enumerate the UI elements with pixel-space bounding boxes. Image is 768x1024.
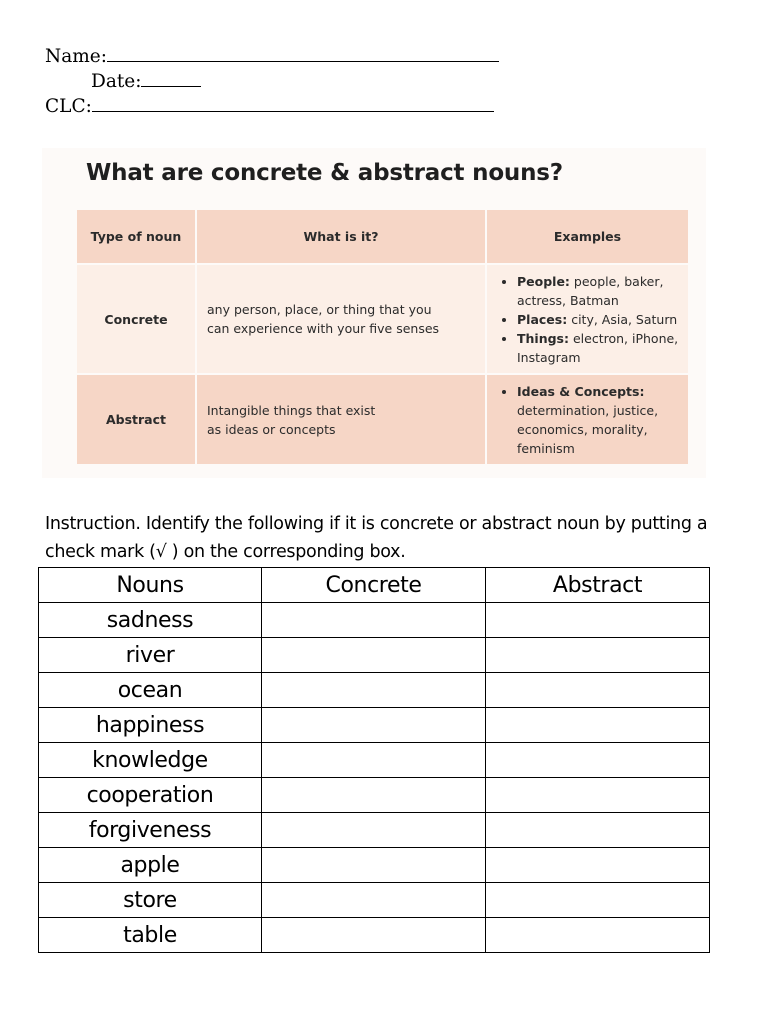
concrete-checkbox-cell[interactable] [262,603,486,638]
header-examples: Examples [486,209,689,264]
example-item: • People: people, baker, actress, Batman [517,272,688,310]
noun-cell: forgiveness [39,813,262,848]
type-abstract: Abstract [76,374,196,465]
header-what: What is it? [196,209,486,264]
definition-concrete: any person, place, or thing that you can experience with your five senses [196,264,486,374]
noun-cell: cooperation [39,778,262,813]
clc-field[interactable] [45,94,499,119]
clc-label: CLC: [45,96,92,117]
table-row [39,743,710,778]
abstract-checkbox-cell[interactable] [486,813,710,848]
noun-cell: sadness [39,603,262,638]
concrete-checkbox-cell[interactable] [262,708,486,743]
date-label: Date: [91,71,142,92]
nouns-infographic [42,148,706,478]
noun-cell: river [39,638,262,673]
abstract-checkbox-cell[interactable] [486,848,710,883]
abstract-checkbox-cell[interactable] [486,638,710,673]
noun-cell: happiness [39,708,262,743]
instruction-text: Instruction. Identify the following if it is concrete or abstract noun by putting a check mark (√ ) on the corresponding box. [45,514,708,562]
abstract-checkbox-cell[interactable] [486,708,710,743]
example-item: • Places: city, Asia, Saturn [517,310,688,329]
header-type: Type of noun [76,209,196,264]
concrete-checkbox-cell[interactable] [262,778,486,813]
header-abstract: Abstract [486,568,710,603]
student-info-fields [45,44,499,119]
table-row [39,918,710,953]
concrete-checkbox-cell[interactable] [262,848,486,883]
definition-abstract: Intangible things that exist as ideas or concepts [196,374,486,465]
table-row [39,778,710,813]
date-field[interactable] [45,69,499,94]
name-field[interactable] [45,44,499,69]
example-item: • Ideas & Concepts: determination, justice, economics, morality, feminism [517,382,688,458]
table-row [39,813,710,848]
reference-row-abstract [76,374,689,465]
abstract-checkbox-cell[interactable] [486,673,710,708]
abstract-checkbox-cell[interactable] [486,778,710,813]
noun-cell: knowledge [39,743,262,778]
table-row [39,848,710,883]
header-nouns: Nouns [39,568,262,603]
table-row [39,638,710,673]
abstract-checkbox-cell[interactable] [486,743,710,778]
noun-reference-table [75,208,690,466]
infographic-title: What are concrete & abstract nouns? [86,160,563,186]
table-row [39,603,710,638]
abstract-checkbox-cell[interactable] [486,603,710,638]
name-label: Name: [45,46,107,67]
concrete-checkbox-cell[interactable] [262,813,486,848]
worksheet-rows [39,603,710,953]
table-row [39,883,710,918]
worksheet-header-row [39,568,710,603]
examples-abstract [486,374,689,465]
type-concrete: Concrete [76,264,196,374]
table-row [39,708,710,743]
abstract-checkbox-cell[interactable] [486,883,710,918]
concrete-checkbox-cell[interactable] [262,743,486,778]
examples-concrete [486,264,689,374]
date-blank-line[interactable] [141,69,201,87]
noun-classification-table [38,567,710,953]
table-row [39,673,710,708]
concrete-checkbox-cell[interactable] [262,883,486,918]
concrete-checkbox-cell[interactable] [262,673,486,708]
concrete-checkbox-cell[interactable] [262,638,486,673]
noun-cell: apple [39,848,262,883]
noun-cell: table [39,918,262,953]
reference-header-row [76,209,689,264]
clc-blank-line[interactable] [92,94,494,112]
reference-row-concrete [76,264,689,374]
example-item: • Things: electron, iPhone, Instagram [517,329,688,367]
concrete-checkbox-cell[interactable] [262,918,486,953]
noun-cell: ocean [39,673,262,708]
header-concrete: Concrete [262,568,486,603]
abstract-checkbox-cell[interactable] [486,918,710,953]
name-blank-line[interactable] [107,44,499,62]
noun-cell: store [39,883,262,918]
